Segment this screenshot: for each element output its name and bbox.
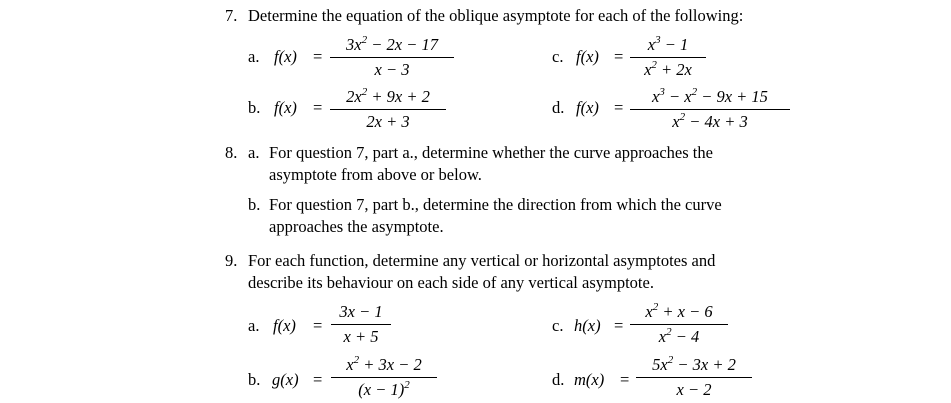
q8b-line1: For question 7, part b., determine the direction from which the curve: [269, 195, 722, 214]
q9d-lhs: m(x): [574, 370, 605, 389]
q7b-fraction: [330, 87, 446, 135]
q9-line2: describe its behaviour on each side of any vertical asymptote.: [248, 273, 654, 292]
q9d-fraction-bar: [636, 377, 752, 378]
q9d-label: d.: [552, 370, 565, 389]
q9b-label: b.: [248, 370, 261, 389]
q9a-denominator: x + 5: [343, 327, 379, 346]
q7b-numerator: $2x^2 + 9x + 2$: [346, 86, 430, 106]
q7a-lhs: f(x): [274, 47, 297, 66]
q9c-label: c.: [552, 316, 564, 335]
q9a-fraction-bar: [331, 324, 391, 325]
q9-line1: For each function, determine any vertical or horizontal asymptotes and: [248, 251, 716, 270]
q9c-denominator: $x^2 - 4$: [658, 326, 700, 346]
q9a-numerator: 3x − 1: [339, 302, 383, 321]
q9c-lhs: h(x): [574, 316, 601, 335]
q7c-lhs: f(x): [576, 47, 599, 66]
q7b-denominator: 2x + 3: [366, 112, 410, 131]
q7b-equals: =: [313, 98, 323, 117]
q9a-fraction: [331, 302, 391, 350]
q7-number: 7.: [225, 6, 238, 25]
q9d-numerator: $5x^2 - 3x + 2$: [652, 354, 736, 374]
q7b-fraction-bar: [330, 109, 446, 110]
q7a-label: a.: [248, 47, 260, 66]
q9c-fraction-bar: [630, 324, 728, 325]
q7d-equals: =: [614, 98, 624, 117]
q9b-fraction-bar: [331, 377, 437, 378]
q9b-fraction: [331, 355, 437, 403]
q9-number: 9.: [225, 251, 238, 270]
q7c-label: c.: [552, 47, 564, 66]
q7c-fraction: [630, 35, 706, 83]
q9b-equals: =: [313, 370, 323, 389]
q7b-label: b.: [248, 98, 261, 117]
q9d-fraction: [636, 355, 752, 403]
q8b-label: b.: [248, 195, 261, 214]
q9c-equals: =: [614, 316, 624, 335]
q7d-denominator: $x^2 - 4x + 3$: [672, 111, 748, 131]
q7c-equals: =: [614, 47, 624, 66]
q7b-lhs: f(x): [274, 98, 297, 117]
q9b-lhs: g(x): [272, 370, 299, 389]
q8a-line1: For question 7, part a., determine whether the curve approaches the: [269, 143, 713, 162]
q8-number: 8.: [225, 143, 238, 162]
q7c-fraction-bar: [630, 57, 706, 58]
q7a-denominator: x − 3: [374, 60, 410, 79]
q7c-numerator: $x^3 - 1$: [647, 34, 689, 54]
q8a-label: a.: [248, 143, 260, 162]
q7d-fraction: [630, 87, 790, 135]
q7d-label: d.: [552, 98, 565, 117]
q9c-numerator: $x^2 + x - 6$: [645, 301, 713, 321]
q7-prompt: Determine the equation of the oblique asymptote for each of the following:: [248, 6, 744, 25]
q9a-lhs: f(x): [273, 316, 296, 335]
q7d-lhs: f(x): [576, 98, 599, 117]
q9d-equals: =: [620, 370, 630, 389]
q7a-fraction-bar: [330, 57, 454, 58]
q9b-denominator: $(x - 1)^2$: [358, 379, 410, 399]
q7c-denominator: $x^2 + 2x$: [644, 59, 692, 79]
q7d-fraction-bar: [630, 109, 790, 110]
q7a-equals: =: [313, 47, 323, 66]
q7a-numerator: $3x^2 - 2x - 17$: [346, 34, 438, 54]
q7a-fraction: [330, 35, 454, 83]
q7d-numerator: $x^3 - x^2 - 9x + 15$: [652, 86, 768, 106]
q9a-equals: =: [313, 316, 323, 335]
q9a-label: a.: [248, 316, 260, 335]
q9b-numerator: $x^2 + 3x - 2$: [346, 354, 422, 374]
q8a-line2: asymptote from above or below.: [269, 165, 482, 184]
q9c-fraction: [630, 302, 728, 350]
q8b-line2: approaches the asymptote.: [269, 217, 444, 236]
q9d-denominator: x − 2: [676, 380, 712, 399]
